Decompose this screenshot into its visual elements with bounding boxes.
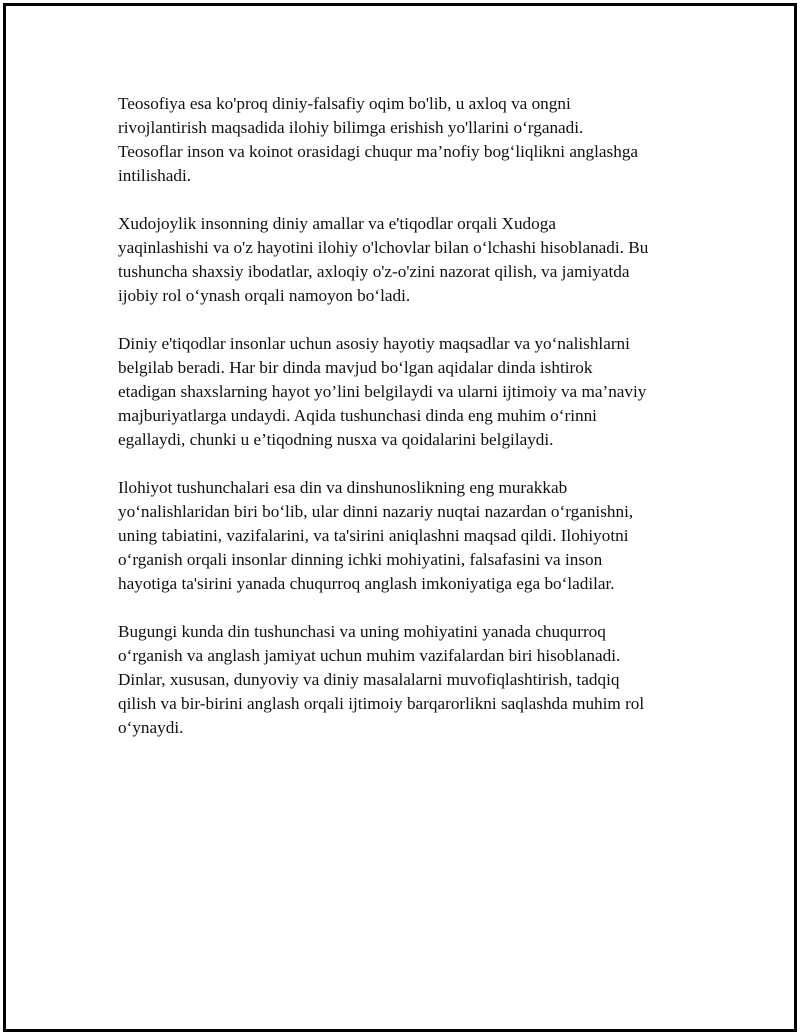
- text-line: Diniy e'tiqodlar insonlar uchun asosiy hayotiy maqsadlar va yo‘nalishlarni: [118, 334, 630, 353]
- text-line: belgilab beradi. Har bir dinda mavjud bo‘lgan aqidalar dinda ishtirok: [118, 358, 593, 377]
- text-line: Ilohiyot tushunchalari esa din va dinshunoslikning eng murakkab: [118, 478, 568, 497]
- text-line: qilish va bir-birini anglash orqali ijtimoiy barqarorlikni saqlashda muhim rol: [118, 694, 645, 713]
- text-line: Teosofiya esa ko'proq diniy-falsafiy oqim bo'lib, u axloq va ongni: [118, 94, 571, 113]
- text-line: o‘ynaydi.: [118, 718, 184, 737]
- text-line: tushuncha shaxsiy ibodatlar, axloqiy o'z-o'zini nazorat qilish, va jamiyatda: [118, 262, 630, 281]
- text-line: uning tabiatini, vazifalarini, va ta'sirini aniqlashni maqsad qildi. Ilohiyotni: [118, 526, 629, 545]
- paragraph-ilohiyot: [118, 476, 690, 596]
- text-line: Bugungi kunda din tushunchasi va uning mohiyatini yanada chuqurroq: [118, 622, 606, 641]
- text-line: rivojlantirish maqsadida ilohiy bilimga erishish yo'llarini o‘rganadi.: [118, 118, 584, 137]
- paragraph-bugungi-kunda: [118, 620, 690, 740]
- text-line: majburiyatlarga undaydi. Aqida tushunchasi dinda eng muhim o‘rinni: [118, 406, 597, 425]
- text-line: intilishadi.: [118, 166, 192, 185]
- text-line: yo‘nalishlaridan biri bo‘lib, ular dinni nazariy nuqtai nazardan o‘rganishni,: [118, 502, 634, 521]
- paragraph-xudojoylik: [118, 212, 690, 308]
- text-line: o‘rganish orqali insonlar dinning ichki mohiyatini, falsafasini va inson: [118, 550, 603, 569]
- paragraph-teosofiya: [118, 92, 690, 188]
- paragraph-diniy-etiqodlar: [118, 332, 690, 452]
- text-line: etadigan shaxslarning hayot yo’lini belgilaydi va ularni ijtimoiy va ma’naviy: [118, 382, 647, 401]
- text-line: o‘rganish va anglash jamiyat uchun muhim vazifalardan biri hisoblanadi.: [118, 646, 621, 665]
- text-line: egallaydi, chunki u e’tiqodning nusxa va qoidalarini belgilaydi.: [118, 430, 554, 449]
- text-line: yaqinlashishi va o'z hayotini ilohiy o'lchovlar bilan o‘lchashi hisoblanadi. Bu: [118, 238, 649, 257]
- text-line: Xudojoylik insonning diniy amallar va e'tiqodlar orqali Xudoga: [118, 214, 556, 233]
- text-line: hayotiga ta'sirini yanada chuqurroq anglash imkoniyatiga ega bo‘ladilar.: [118, 574, 615, 593]
- text-line: Teosoflar inson va koinot orasidagi chuqur ma’nofiy bog‘liqlikni anglashga: [118, 142, 639, 161]
- text-line: Dinlar, xususan, dunyoviy va diniy masalalarni muvofiqlashtirish, tadqiq: [118, 670, 620, 689]
- document-body: [118, 92, 690, 764]
- text-line: ijobiy rol o‘ynash orqali namoyon bo‘ladi.: [118, 286, 411, 305]
